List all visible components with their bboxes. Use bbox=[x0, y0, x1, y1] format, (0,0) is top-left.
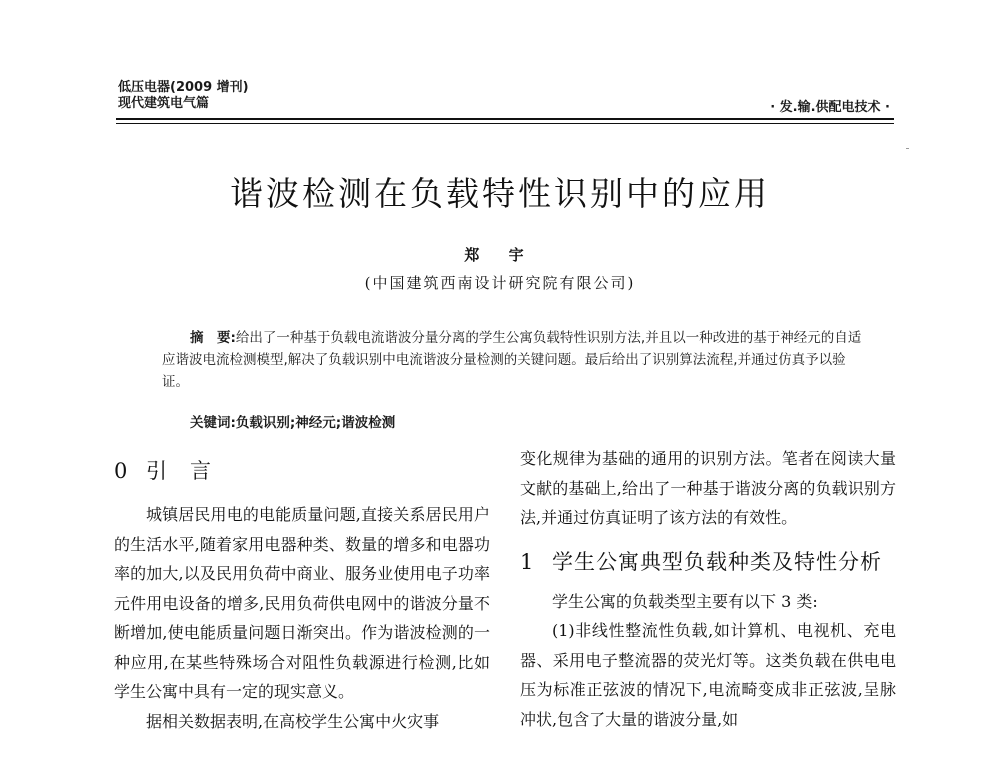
section-title: 引 言 bbox=[146, 459, 212, 483]
article-title: 谐波检测在负载特性识别中的应用 bbox=[230, 174, 770, 213]
abstract bbox=[162, 327, 862, 393]
section-number: 0 bbox=[114, 459, 129, 483]
author: 郑 宇 bbox=[464, 246, 536, 264]
keywords-text: 负载识别;神经元;谐波检测 bbox=[235, 415, 396, 431]
paragraph: 城镇居民用电的电能质量问题,直接关系居民用户的生活水平,随着家用电器种类、数量的增多和电器功率的加大,以及民用负荷中商业、服务业使用电子功率元件用电设备的增多,民用负荷供电网中的谐波分量不断增加,使电能质量问题日渐突出。作为谐波检测的一种应用,在某些特殊场合对阻性负载源进行检测,比如学生公寓中具有一定的现实意义。 bbox=[114, 505, 490, 701]
abstract-label: 摘 要: bbox=[190, 330, 236, 346]
journal-name: 低压电器(2009 增刊) bbox=[118, 80, 249, 95]
section-title: 学生公寓典型负载种类及特性分析 bbox=[552, 549, 882, 574]
keywords-label: 关键词: bbox=[190, 415, 236, 431]
column-name: · 发.输.供配电技术 · bbox=[770, 100, 890, 115]
paragraph: (1)非线性整流性负载,如计算机、电视机、充电器、采用电子整流器的荧光灯等。这类负载在供电电压为标准正弦波的情况下,电流畸变成非正弦波,呈脉冲状,包含了大量的谐波分量,如 bbox=[520, 621, 896, 729]
scan-mark bbox=[906, 148, 909, 149]
paragraph: 学生公寓的负载类型主要有以下 3 类: bbox=[552, 591, 818, 611]
keywords bbox=[190, 411, 395, 431]
right-column bbox=[520, 444, 896, 734]
section-number: 1 bbox=[520, 549, 535, 574]
header-rule-thin bbox=[116, 123, 894, 124]
paragraph: 据相关数据表明,在高校学生公寓中火灾事 bbox=[146, 711, 440, 731]
affiliation: (中国建筑西南设计研究院有限公司) bbox=[364, 274, 636, 292]
section-heading-load-analysis bbox=[520, 547, 896, 577]
paragraph: 变化规律为基础的通用的识别方法。笔者在阅读大量文献的基础上,给出了一种基于谐波分离的负载识别方法,并通过仿真证明了该方法的有效性。 bbox=[520, 449, 896, 527]
journal-header bbox=[118, 80, 249, 112]
abstract-text: 给出了一种基于负载电流谐波分量分离的学生公寓负载特性识别方法,并且以一种改进的基于神经元的自适应谐波电流检测模型,解决了负载识别中电流谐波分量检测的关键问题。最后给出了识别算法流程,并通过仿真予以验证。 bbox=[162, 330, 862, 390]
section-heading-introduction bbox=[114, 460, 490, 500]
journal-section: 现代建筑电气篇 bbox=[118, 96, 210, 111]
header-rule bbox=[116, 118, 894, 120]
left-column bbox=[114, 460, 490, 736]
